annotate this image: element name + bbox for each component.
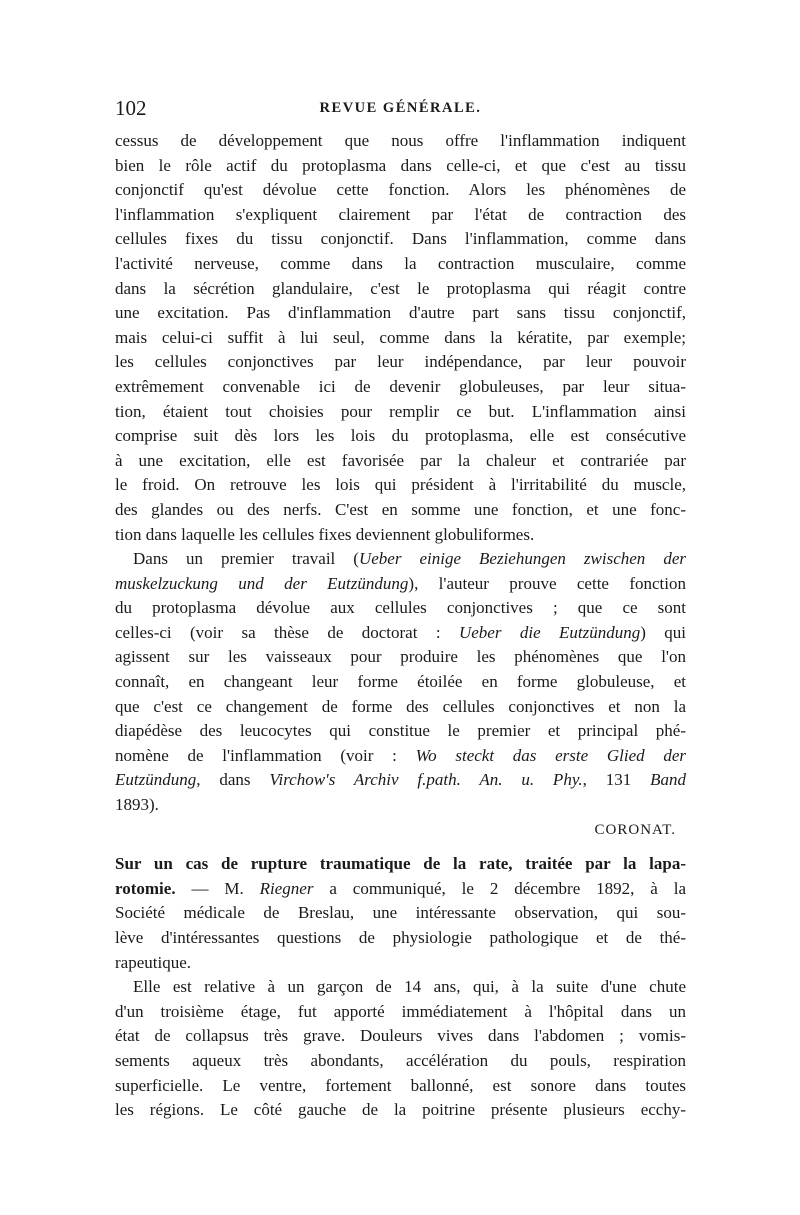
text-line: lève d'intéressantes questions de physiologie pathologique et de thé- — [115, 928, 686, 947]
text-line: connaît, en changeant leur forme étoilée en forme globuleuse, et — [115, 672, 686, 692]
text-line: diapédèse des leucocytes qui constitue le premier et principal phé- — [115, 721, 686, 741]
thesis-title: Ueber die Eutzündung — [458, 622, 641, 642]
section-gap — [115, 842, 686, 852]
text-line: 1893). — [115, 795, 159, 815]
text-line: extrêmement convenable ici de devenir globuleuses, par leur situa- — [115, 376, 686, 396]
text-run: nomène de l'inflammation (voir : — [115, 745, 416, 765]
text-line: superficielle. Le ventre, fortement ballonné, est sonore dans toutes — [115, 1075, 686, 1095]
text-line: état de collapsus très grave. Douleurs vives dans l'abdomen ; vomis- — [115, 1026, 686, 1046]
text-line: du protoplasma dévolue aux cellules conjonctives ; que ce sont — [115, 598, 686, 618]
german-title: muskelzuckung und der Eutzündung — [115, 573, 409, 593]
text-line: Société médicale de Breslau, une intéressante observation, qui sou- — [115, 903, 686, 923]
text-line: tion, étaient tout choisies pour remplir ce but. L'inflammation ainsi — [115, 401, 686, 421]
text-line: mais celui-ci suffit à lui seul, comme dans la kératite, par exemple; — [115, 327, 686, 347]
text-run: — M. — [175, 878, 260, 898]
text-line — [115, 877, 686, 902]
author-name: Riegner — [259, 878, 314, 898]
text-line: cessus de développement que nous offre l'inflammation indiquent — [115, 131, 686, 150]
text-line: comprise suit dès lors les lois du protoplasma, elle est consécutive — [115, 426, 686, 446]
text-line: sements aqueux très abondants, accélération du pouls, respiration — [115, 1050, 686, 1070]
article-title: Wo steckt das erste Glied der — [415, 745, 686, 765]
text-line: que c'est ce changement de forme des cellules conjonctives et non la — [115, 696, 686, 716]
text-line: à une excitation, elle est favorisée par la chaleur et contrariée par — [115, 450, 686, 470]
text-line — [115, 547, 686, 572]
page-number: 102 — [115, 96, 147, 120]
running-title: REVUE GÉNÉRALE. — [319, 100, 482, 116]
page-body — [115, 129, 686, 1123]
page-header — [115, 96, 686, 126]
text-line: l'activité nerveuse, comme dans la contraction musculaire, comme — [115, 253, 686, 273]
text-line — [115, 768, 686, 793]
text-run: ) qui — [640, 622, 687, 642]
text-run: Dans un premier travail ( — [133, 549, 359, 569]
text-run: , dans — [196, 770, 270, 790]
article-heading: Sur un cas de rupture traumatique de la rate, traitée par la lapa- — [115, 854, 686, 874]
text-line: l'inflammation s'expliquent clairement par l'état de contraction des — [115, 204, 686, 224]
text-line: rapeutique. — [115, 952, 191, 972]
text-line — [115, 572, 686, 597]
text-run: celles-ci (voir sa thèse de doctorat : — [115, 622, 459, 642]
text-line: dans la sécrétion glandulaire, c'est le protoplasma qui réagit contre — [115, 278, 686, 298]
author-signature: CORONAT. — [594, 821, 676, 838]
journal-volume: Band — [650, 770, 686, 790]
german-title: Ueber einige Beziehungen zwischen der — [358, 549, 686, 569]
text-line: bien le rôle actif du protoplasma dans celle-ci, et que c'est au tissu — [115, 155, 686, 175]
text-line: tion dans laquelle les cellules fixes deviennent globuliformes. — [115, 524, 535, 544]
text-line: d'un troisième étage, fut apporté immédiatement à l'hôpital dans un — [115, 1001, 686, 1021]
text-line: les cellules conjonctives par leur indépendance, par leur pouvoir — [115, 352, 686, 372]
text-line — [115, 621, 686, 646]
text-line: Elle est relative à un garçon de 14 ans, qui, à la suite d'une chute — [133, 977, 686, 997]
article-heading-line — [115, 852, 686, 877]
text-line: agissent sur les vaisseaux pour produire les phénomènes que l'on — [115, 647, 686, 667]
text-run: , 131 — [582, 770, 651, 790]
text-run: ), l'auteur prouve cette fonction — [408, 573, 686, 593]
text-run: a communiqué, le 2 décembre 1892, à la — [313, 878, 686, 898]
text-line: le froid. On retrouve les lois qui président à l'irritabilité du muscle, — [115, 475, 686, 495]
text-line: cellules fixes du tissu conjonctif. Dans l'inflammation, comme dans — [115, 229, 686, 249]
article-heading: rotomie. — [115, 878, 176, 898]
text-line: conjonctif qu'est dévolue cette fonction. Alors les phénomènes de — [115, 180, 686, 200]
text-line — [115, 744, 686, 769]
text-line: des glandes ou des nerfs. C'est en somme une fonction, et une fonc- — [115, 499, 686, 519]
journal-title: Virchow's Archiv f.path. An. u. Phy. — [269, 770, 583, 790]
text-line: une excitation. Pas d'inflammation d'autre part sans tissu conjonctif, — [115, 303, 686, 323]
article-title: Eutzündung — [115, 770, 197, 790]
text-line: les régions. Le côté gauche de la poitrine présente plusieurs ecchy- — [115, 1100, 686, 1120]
